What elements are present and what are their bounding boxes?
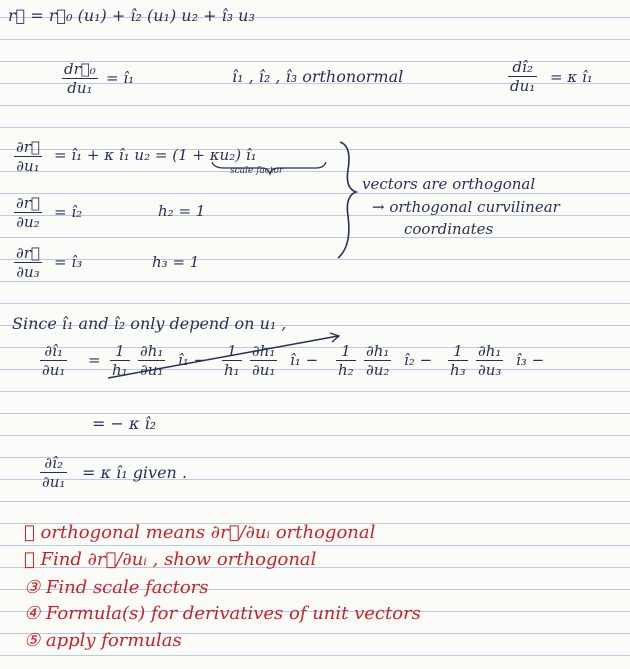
- dr0-du1-fraction: [62, 60, 98, 97]
- term-dh1-du3: [476, 342, 503, 379]
- fraction-denominator: h₃: [450, 361, 466, 379]
- term-1-over-h1: [110, 342, 130, 379]
- red-note-3: ③ Find scale factors: [24, 577, 209, 598]
- dr-du3-fraction: [14, 244, 42, 281]
- curly-brace: [338, 142, 356, 258]
- di2-rhs: = κ î₁: [550, 68, 593, 86]
- fraction-numerator: 1: [336, 342, 356, 361]
- fraction-denominator: du₁: [67, 79, 93, 97]
- fraction-denominator: ∂u₁: [42, 361, 66, 379]
- brace-note-curvilinear: → orthogonal curvilinear: [372, 198, 560, 216]
- fraction-numerator: dr⃗₀: [64, 60, 96, 78]
- di1-du1-fraction: [40, 342, 67, 379]
- brace-note-coordinates: coordinates: [404, 220, 494, 238]
- term-dh1-du1: [138, 342, 165, 379]
- red-note-2: ② Find ∂r⃗/∂uᵢ , show orthogonal: [24, 549, 317, 570]
- fraction-numerator: ∂r⃗: [16, 138, 40, 156]
- di1-result: = − κ î₂: [92, 414, 157, 433]
- dr-du1-rhs: = î₁ + κ î₁ u₂ = (1 + κu₂) î₁: [54, 146, 257, 164]
- fraction-denominator: ∂u₁: [252, 361, 276, 379]
- term-tail-3: î₂ −: [404, 351, 433, 369]
- di2-given-rhs: = κ î₁ given .: [82, 463, 188, 482]
- fraction-denominator: ∂u₂: [16, 213, 40, 231]
- term-dh1-du2: [364, 342, 391, 379]
- h3-value: h₃ = 1: [152, 253, 200, 271]
- term-1-over-h3: [448, 342, 468, 379]
- equals-sign: =: [88, 351, 101, 369]
- term-dh1-du1-second: [250, 342, 277, 379]
- fraction-denominator: ∂u₃: [478, 361, 502, 379]
- fraction-denominator: h₁: [112, 361, 128, 379]
- red-note-1: ① orthogonal means ∂r⃗/∂uᵢ orthogonal: [24, 522, 376, 543]
- dr-du2-rhs: = î₂: [54, 203, 83, 221]
- fraction-numerator: ∂h₁: [252, 342, 276, 360]
- since-statement: Since î₁ and î₂ only depend on u₁ ,: [12, 314, 287, 333]
- fraction-denominator: ∂u₁: [16, 157, 40, 175]
- term-1-over-h2: [336, 342, 356, 379]
- fraction-numerator: ∂r⃗: [16, 244, 40, 262]
- term-1-over-h1-second: [222, 342, 242, 379]
- dr-du1-fraction: [14, 138, 42, 175]
- fraction-denominator: ∂u₃: [16, 263, 40, 281]
- fraction-denominator: ∂u₁: [140, 361, 164, 379]
- term-tail-2: î₁ −: [290, 351, 319, 369]
- fraction-denominator: h₁: [224, 361, 240, 379]
- term-tail-4: î₃ −: [516, 351, 545, 369]
- fraction-numerator: ∂î₂: [40, 454, 67, 473]
- fraction-numerator: ∂h₁: [366, 342, 390, 360]
- fraction-numerator: ∂î₁: [40, 342, 67, 361]
- dr-du2-fraction: [14, 194, 42, 231]
- fraction-numerator: ∂r⃗: [16, 194, 40, 212]
- red-note-4: ④ Formula(s) for derivatives of unit vectors: [24, 603, 421, 624]
- fraction-numerator: ∂h₁: [478, 342, 502, 360]
- fraction-numerator: 1: [222, 342, 242, 361]
- di2-du1-fraction-second: [40, 454, 67, 491]
- dr-du3-rhs: = î₃: [54, 253, 83, 271]
- fraction-numerator: 1: [448, 342, 468, 361]
- brace-note-orthogonal: vectors are orthogonal: [362, 175, 536, 193]
- strike-arrow-head: [330, 333, 339, 342]
- fraction-denominator: du₁: [510, 77, 536, 95]
- fraction-denominator: ∂u₂: [366, 361, 390, 379]
- fraction-numerator: dî₂: [508, 58, 537, 77]
- fraction-denominator: ∂u₁: [42, 473, 66, 491]
- di2-du1-fraction: [508, 58, 537, 95]
- fraction-numerator: 1: [110, 342, 130, 361]
- orthonormal-statement: î₁ , î₂ , î₃ orthonormal: [232, 67, 404, 86]
- term-tail-1: î₁ −: [178, 351, 207, 369]
- fraction-denominator: h₂: [338, 361, 354, 379]
- red-note-5: ⑤ apply formulas: [24, 630, 182, 651]
- dr0-rhs: = î₁: [106, 69, 135, 87]
- h2-value: h₂ = 1: [158, 202, 206, 220]
- fraction-numerator: ∂h₁: [140, 342, 164, 360]
- position-vector-equation: r⃗ = r⃗₀ (u₁) + î₂ (u₁) u₂ + î₃ u₃: [8, 6, 255, 25]
- scale-factor-annotation: scale factor: [230, 166, 284, 176]
